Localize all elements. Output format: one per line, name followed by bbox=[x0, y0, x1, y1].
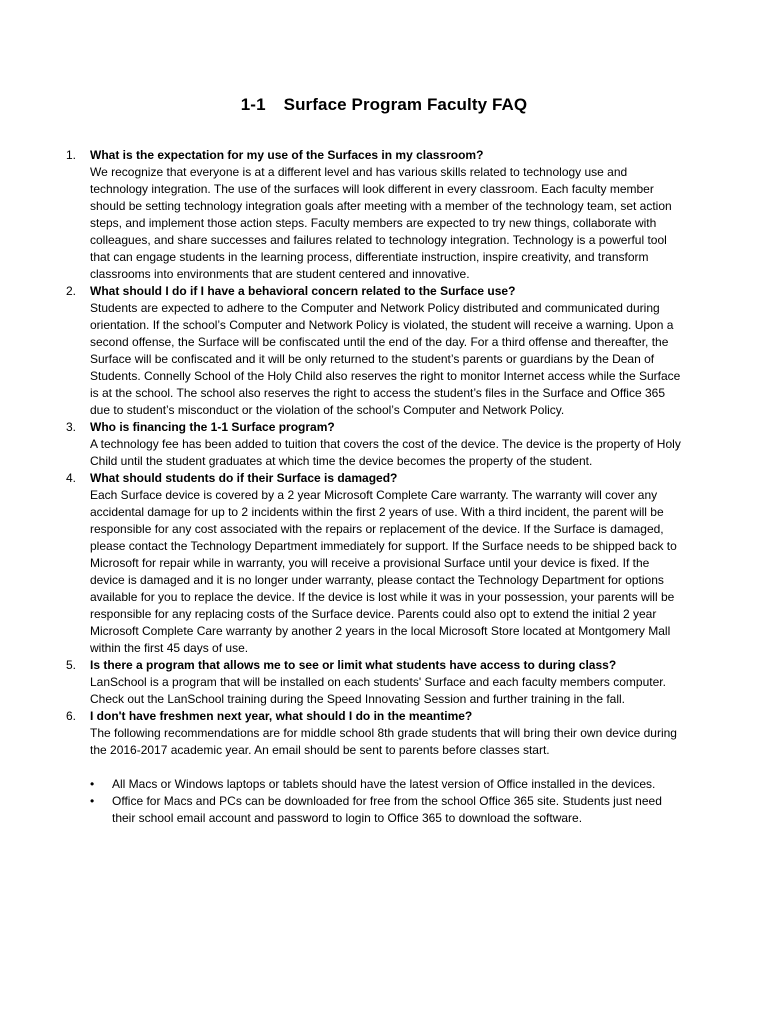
faq-answer: The following recommendations are for middle school 8th grade students that will bring their own device during the 2016-2017 academic year. An email should be sent to parents before classes start. bbox=[90, 726, 677, 757]
faq-item bbox=[66, 283, 686, 419]
faq-question: What is the expectation for my use of the Surfaces in my classroom? bbox=[90, 148, 484, 162]
title-text: Surface Program Faculty FAQ bbox=[283, 95, 528, 114]
faq-answer: Each Surface device is covered by a 2 year Microsoft Complete Care warranty. The warranty will cover any accidental damage for up to 2 incidents within the first 2 years of use. With a third incident, the parent will be responsible for any cost associated with the repairs or replacement of the device. If the Surface is damaged, please contact the Technology Department immediately for support. If the Surface needs to be shipped back to Microsoft for repair while in warranty, you will receive a provisional Surface until your device is fixed. If the device is damaged and it is no longer under warranty, please contact the Technology Department for options available for you to replace the device. If the device is lost while it was in your possession, your parents will be responsible for any replacing costs of the Surface device. Parents could also opt to extend the initial 2 year Microsoft Complete Care warranty by another 2 years in the local Microsoft Store located at Montgomery Mall within the first 45 days of use. bbox=[90, 488, 677, 655]
title-number: 1-1 bbox=[240, 95, 266, 114]
faq-answer: A technology fee has been added to tuition that covers the cost of the device. The device is the property of Holy Child until the student graduates at which time the device becomes the property of the student. bbox=[90, 437, 681, 468]
recommendation-list bbox=[90, 776, 686, 827]
faq-item bbox=[66, 708, 686, 827]
faq-number: 5. bbox=[66, 658, 77, 672]
faq-item bbox=[66, 470, 686, 657]
faq-item bbox=[66, 147, 686, 283]
faq-item bbox=[66, 419, 686, 470]
faq-question: Who is financing the 1-1 Surface program? bbox=[90, 420, 335, 434]
faq-question: What should I do if I have a behavioral concern related to the Surface use? bbox=[90, 284, 516, 298]
faq-answer: LanSchool is a program that will be installed on each students' Surface and each faculty members computer. Check out the LanSchool training during the Speed Innovating Session and further training in the fall. bbox=[90, 675, 666, 706]
bullet-item bbox=[90, 793, 686, 827]
faq-answer: Students are expected to adhere to the Computer and Network Policy distributed and communicated during orientation. If the school’s Computer and Network Policy is violated, the student will receive a warning. Upon a second offense, the Surface will be confiscated until the end of the day. For a third offense and thereafter, the Surface will be confiscated and it will be only returned to the student’s parents or guardians by the Dean of Students. Connelly School of the Holy Child also reserves the right to monitor Internet access while the Surface is at the school. The school also reserves the right to access the student’s files in the Surface and Office 365 due to student’s misconduct or the violation of the school’s Computer and Network Policy. bbox=[90, 301, 681, 417]
bullet-item bbox=[90, 776, 686, 793]
page-title bbox=[0, 95, 768, 115]
faq-number: 1. bbox=[66, 148, 77, 162]
faq-number: 2. bbox=[66, 284, 77, 298]
bullet-text: All Macs or Windows laptops or tablets should have the latest version of Office installed in the devices. bbox=[112, 777, 656, 791]
faq-number: 6. bbox=[66, 709, 77, 723]
faq-list bbox=[66, 147, 686, 827]
faq-answer: We recognize that everyone is at a different level and has various skills related to technology use and technology integration. The use of the surfaces will look different in every classroom. Each faculty member should be setting technology integration goals after meeting with a member of the technology team, set action steps, and implement those action steps. Faculty members are expected to try new things, collaborate with colleagues, and share successes and failures related to technology integration. Technology is a powerful tool that can engage students in the learning process, differentiate instruction, inspire creativity, and transform classrooms into environments that are student centered and innovative. bbox=[90, 165, 672, 281]
bullet-text: Office for Macs and PCs can be downloaded for free from the school Office 365 site. Students just need their school email account and password to login to Office 365 to download the software. bbox=[112, 794, 662, 825]
faq-question: Is there a program that allows me to see or limit what students have access to during class? bbox=[90, 658, 617, 672]
faq-number: 4. bbox=[66, 471, 77, 485]
faq-question: What should students do if their Surface is damaged? bbox=[90, 471, 398, 485]
faq-question: I don't have freshmen next year, what should I do in the meantime? bbox=[90, 709, 473, 723]
bullet-marker: • bbox=[90, 777, 95, 791]
faq-number: 3. bbox=[66, 420, 77, 434]
bullet-marker: • bbox=[90, 794, 95, 808]
faq-item bbox=[66, 657, 686, 708]
